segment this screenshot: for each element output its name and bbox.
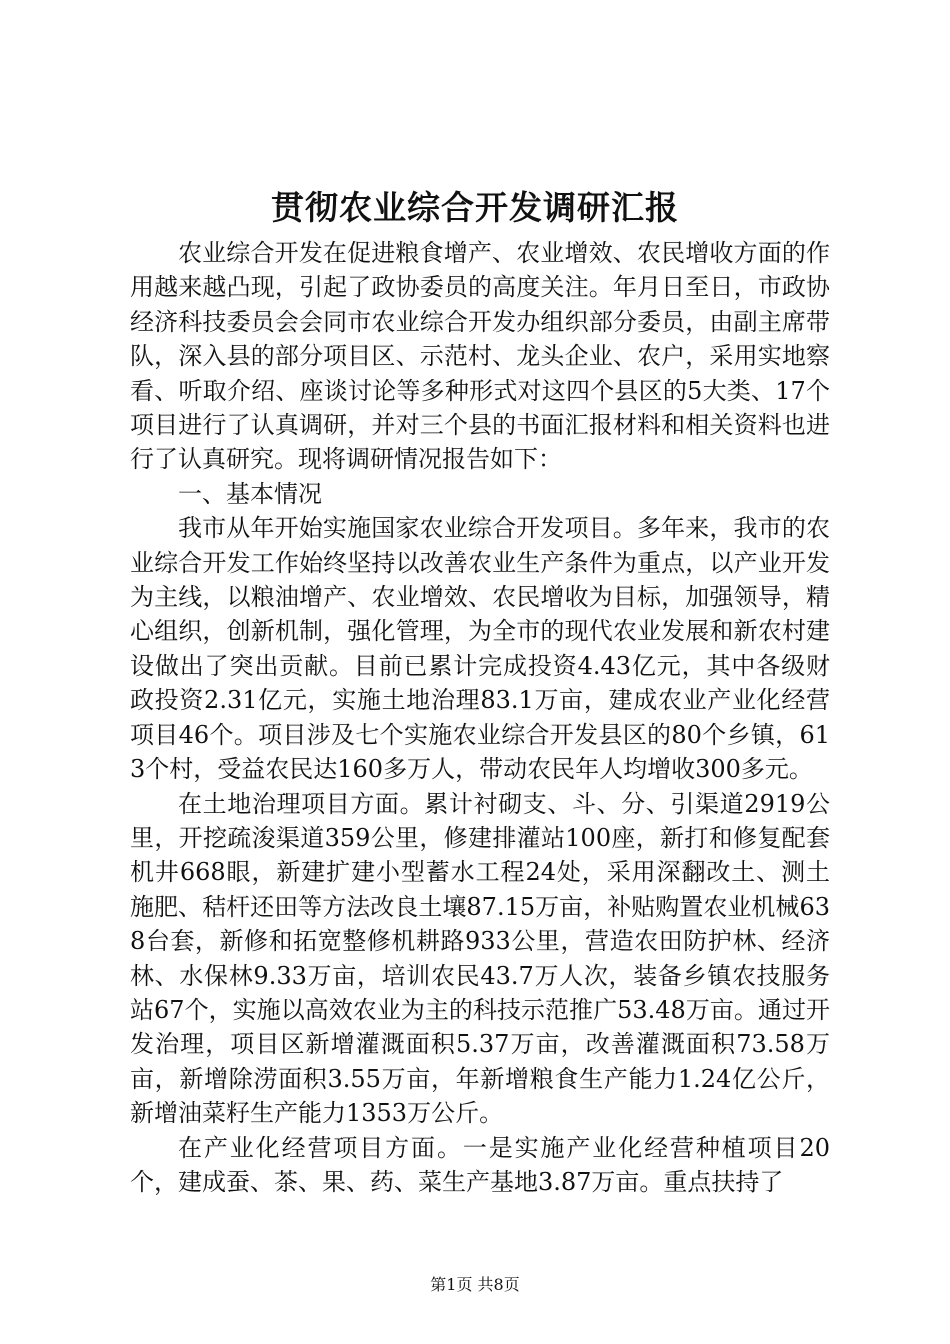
page-footer: 第1页 共8页 — [430, 1275, 520, 1294]
section-heading-basic-situation: 一、基本情况 — [178, 479, 322, 508]
document-title: 贯彻农业综合开发调研汇报 — [271, 188, 679, 227]
paragraph-land-treatment: 在土地治理项目方面。累计衬砌支、斗、分、引渠道2919公里，开挖疏浚渠道359公里，修建排灌站100座，新打和修复配套机井668眼，新建扩建小型蓄水工程24处，采用深翻改土、测土施肥、秸杆还田等方法改良土壤87.15万亩，补贴购置农业机械638台套，新修和拓宽整修机耕路933公里，营造农田防护林、经济林、水保林9.33万亩，培训农民43.7万人次，装备乡镇农技服务站67个，实施以高效农业为主的科技示范推广53.48万亩。通过开发治理，项目区新增灌溉面积5.37万亩，改善灌溉面积73.58万亩，新增除涝面积3.55万亩，年新增粮食生产能力1.24亿公斤，新增油菜籽生产能力1353万公斤。 — [130, 789, 830, 1128]
document-body — [130, 236, 830, 1199]
paragraph-overview: 我市从年开始实施国家农业综合开发项目。多年来，我市的农业综合开发工作始终坚持以改善农业生产条件为重点，以产业开发为主线，以粮油增产、农业增效、农民增收为目标，加强领导，精心组织，创新机制，强化管理，为全市的现代农业发展和新农村建设做出了突出贡献。目前已累计完成投资4.43亿元，其中各级财政投资2.31亿元，实施土地治理83.1万亩，建成农业产业化经营项目46个。项目涉及七个实施农业综合开发县区的80个乡镇，613个村，受益农民达160多万人，带动农民年人均增收300多元。 — [130, 514, 830, 784]
paragraph-intro: 农业综合开发在促进粮食增产、农业增效、农民增收方面的作用越来越凸现，引起了政协委员的高度关注。年月日至日，市政协经济科技委员会会同市农业综合开发办组织部分委员，由副主席带队，深入县的部分项目区、示范村、龙头企业、农户，采用实地察看、听取介绍、座谈讨论等多种形式对这四个县区的5大类、17个项目进行了认真调研，并对三个县的书面汇报材料和相关资料也进行了认真研究。现将调研情况报告如下： — [130, 239, 830, 474]
paragraph-industrialization: 在产业化经营项目方面。一是实施产业化经营种植项目20个，建成蚕、茶、果、药、菜生产基地3.87万亩。重点扶持了 — [130, 1133, 830, 1196]
